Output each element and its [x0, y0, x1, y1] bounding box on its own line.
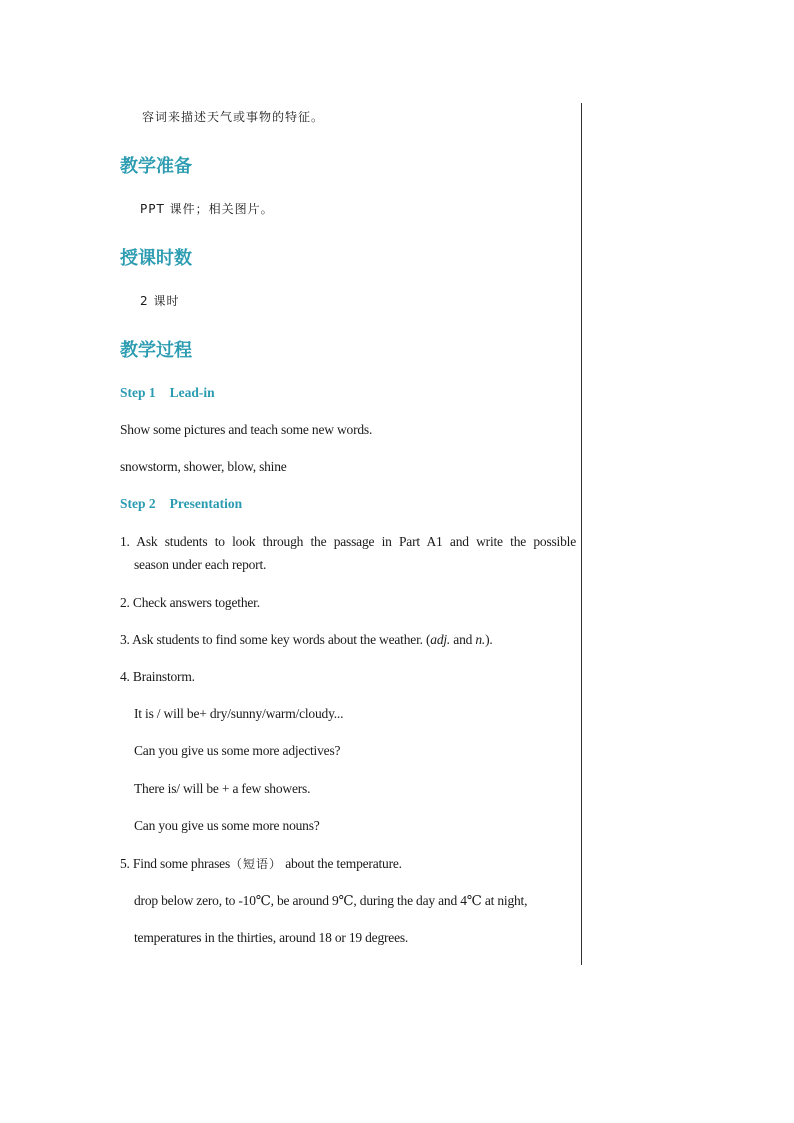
item5-text-post: about the temperature.: [282, 856, 402, 871]
item5-text-pre: 5. Find some phrases: [120, 856, 230, 871]
item4-line2: Can you give us some more adjectives?: [134, 743, 341, 758]
step2-item1-line2: season under each report.: [134, 557, 267, 572]
hours-heading: 授课时数: [120, 248, 192, 269]
step2-title: Presentation: [169, 496, 243, 511]
item4-line4: Can you give us some more nouns?: [134, 818, 320, 833]
process-heading: 教学过程: [120, 340, 192, 361]
hours-text: 2 课时: [140, 294, 180, 308]
step2-item1-line1: 1. Ask students to look through the passage in Part A1 and write the possible: [120, 534, 576, 549]
step2-item5: [120, 855, 402, 872]
step1-heading: [120, 385, 215, 401]
item3-adj: adj.: [430, 632, 451, 647]
step1-line2: snowstorm, shower, blow, shine: [120, 459, 287, 474]
step1-line1: Show some pictures and teach some new words.: [120, 422, 373, 437]
prep-heading: 教学准备: [120, 156, 192, 177]
item5-line1: drop below zero, to -10℃, be around 9℃, during the day and 4℃ at night,: [134, 893, 528, 908]
item3-text-mid: and: [450, 632, 476, 647]
step2-label: Step 2: [120, 496, 156, 511]
step2-item2: 2. Check answers together.: [120, 595, 260, 610]
prep-text: PPT 课件；相关图片。: [140, 202, 274, 216]
step2-item3: [120, 632, 493, 648]
item3-text-post: ).: [485, 632, 493, 647]
step2-item4: 4. Brainstorm.: [120, 669, 195, 684]
step2-heading: [120, 496, 242, 512]
table-border-line: [581, 103, 582, 965]
item3-n: n.: [475, 632, 486, 647]
objective-tail-text: 容词来描述天气或事物的特征。: [142, 110, 325, 124]
item5-chinese-note: （短语）: [230, 857, 283, 871]
item4-line1: It is / will be+ dry/sunny/warm/cloudy...: [134, 706, 344, 721]
item3-text-pre: 3. Ask students to find some key words about the weather. (: [120, 632, 431, 647]
item5-line2: temperatures in the thirties, around 18 or 19 degrees.: [134, 930, 409, 945]
step1-label: Step 1: [120, 385, 156, 400]
step1-title: Lead-in: [169, 385, 215, 400]
item4-line3: There is/ will be + a few showers.: [134, 781, 311, 796]
